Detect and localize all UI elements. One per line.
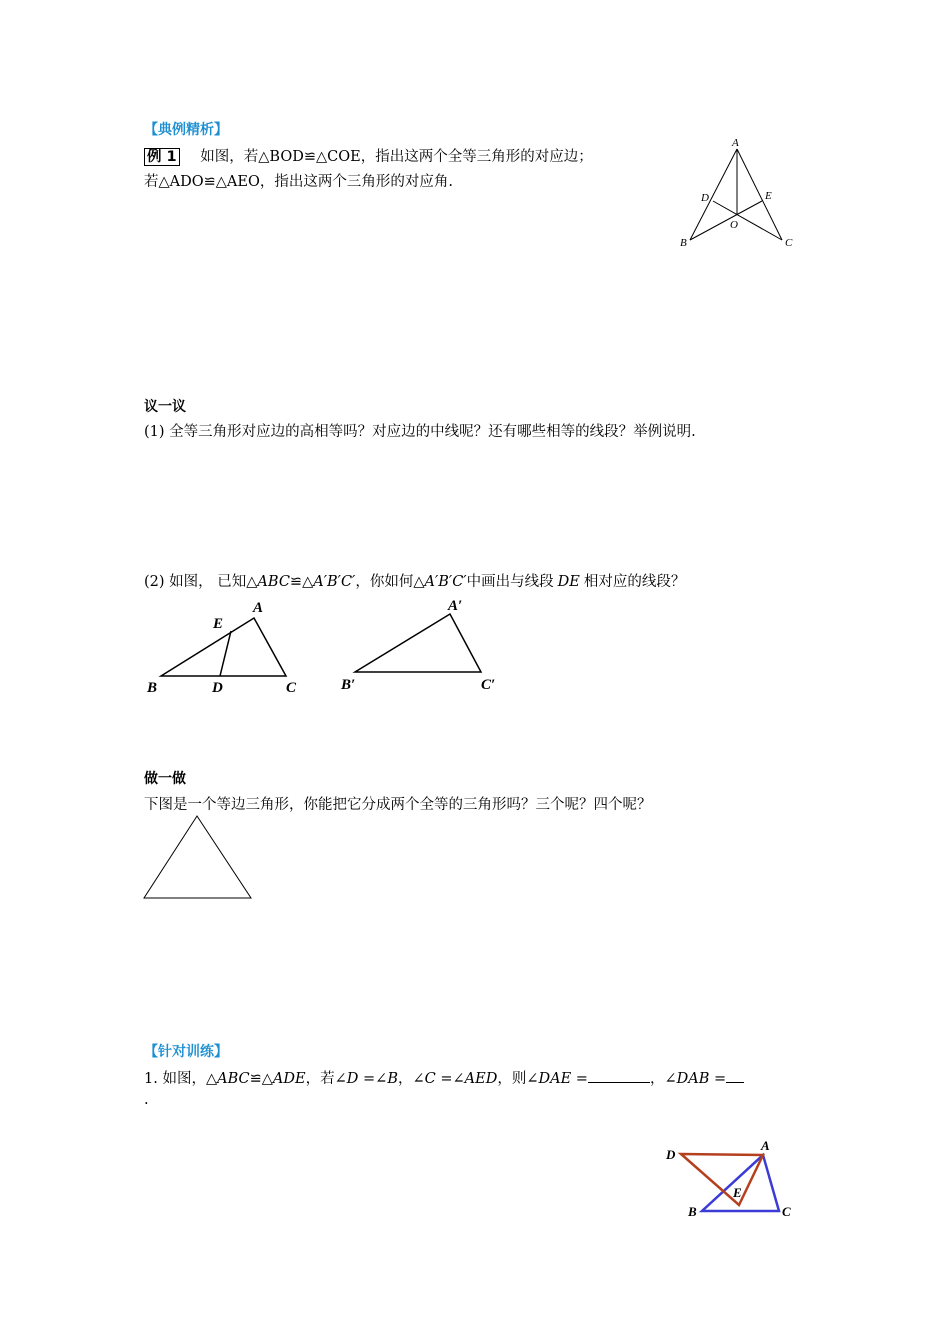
fig1-label-c: C <box>286 680 297 696</box>
t1-p10: = <box>709 1071 727 1087</box>
discuss-q1: (1) 全等三角形对应边的高相等吗？对应边的中线呢？还有哪些相等的线段？举例说明. <box>144 424 696 440</box>
fig1-label-e: E <box>213 616 224 632</box>
label-a: A <box>732 137 739 149</box>
t1-dae: DAE <box>538 1071 572 1087</box>
t1-ade: ADE <box>272 1071 306 1087</box>
t1-dab: DAB <box>676 1071 710 1087</box>
discuss-title: 议一议 <box>144 399 186 415</box>
fig1-label-a: A <box>253 600 264 616</box>
t1-d: D <box>346 1071 359 1087</box>
t1-p3: ，若∠ <box>305 1071 347 1087</box>
triangle-ade-red <box>681 1154 763 1205</box>
label-e: E <box>765 190 772 202</box>
t-label-a: A <box>761 1138 770 1153</box>
q2-mid2: 中画出与线段 <box>466 574 554 590</box>
label-d: D <box>701 192 709 204</box>
t1-c: C <box>424 1071 436 1087</box>
q2-abc3: A′B′C′ <box>424 574 467 590</box>
q2-abc2: A′B′C′ <box>313 574 356 590</box>
t1-b: B <box>387 1071 398 1087</box>
q2-suffix: 相对应的线段？ <box>583 574 686 590</box>
do-title: 做一做 <box>144 771 186 787</box>
label-b: B <box>680 237 687 249</box>
t1-p5: ，∠ <box>397 1071 425 1087</box>
q2-cong: ≌△ <box>289 574 314 590</box>
section-title-example: 【典例精析】 <box>144 122 228 138</box>
fig1-label-d: D <box>212 680 223 696</box>
t1-p1: 1. 如图，△ <box>144 1071 218 1087</box>
t1-p4: =∠ <box>358 1071 388 1087</box>
fig2-label-a: A′ <box>448 598 463 614</box>
t-label-d: D <box>666 1147 676 1162</box>
fig2-label-c: C′ <box>481 677 496 693</box>
t1-p2: ≌△ <box>249 1071 273 1087</box>
t1-aed: AED <box>464 1071 498 1087</box>
example1-text1: 如图，若△BOD≌△COE，指出这两个全等三角形的对应边； <box>200 149 593 165</box>
t1-p7: ，则∠ <box>497 1071 539 1087</box>
q2-de: DE <box>557 574 580 590</box>
t1-p9: ，∠ <box>649 1071 677 1087</box>
section-title-training: 【针对训练】 <box>144 1044 228 1060</box>
training1-end: . <box>144 1092 149 1108</box>
fig1-label-b: B <box>147 680 158 696</box>
q2-prefix: (2) 如图， 已知△ <box>144 574 258 590</box>
t1-p8: = <box>571 1071 588 1087</box>
t1-p6: =∠ <box>435 1071 465 1087</box>
q2-mid: ，你如何△ <box>355 574 425 590</box>
fig2-label-b: B′ <box>341 677 356 693</box>
label-c: C <box>785 237 793 249</box>
t1-abc: ABC <box>217 1071 250 1087</box>
example1-line2: 若△ADO≌△AEO，指出这两个三角形的对应角. <box>144 174 453 190</box>
label-o: O <box>730 219 738 231</box>
t-label-b: B <box>688 1204 697 1219</box>
q2-abc: ABC <box>257 574 290 590</box>
example-tag: 例 1 <box>144 148 180 166</box>
t-label-e: E <box>733 1185 742 1200</box>
t-label-c: C <box>782 1204 791 1219</box>
do-text: 下图是一个等边三角形，你能把它分成两个全等的三角形吗？三个呢？四个呢？ <box>144 797 652 813</box>
